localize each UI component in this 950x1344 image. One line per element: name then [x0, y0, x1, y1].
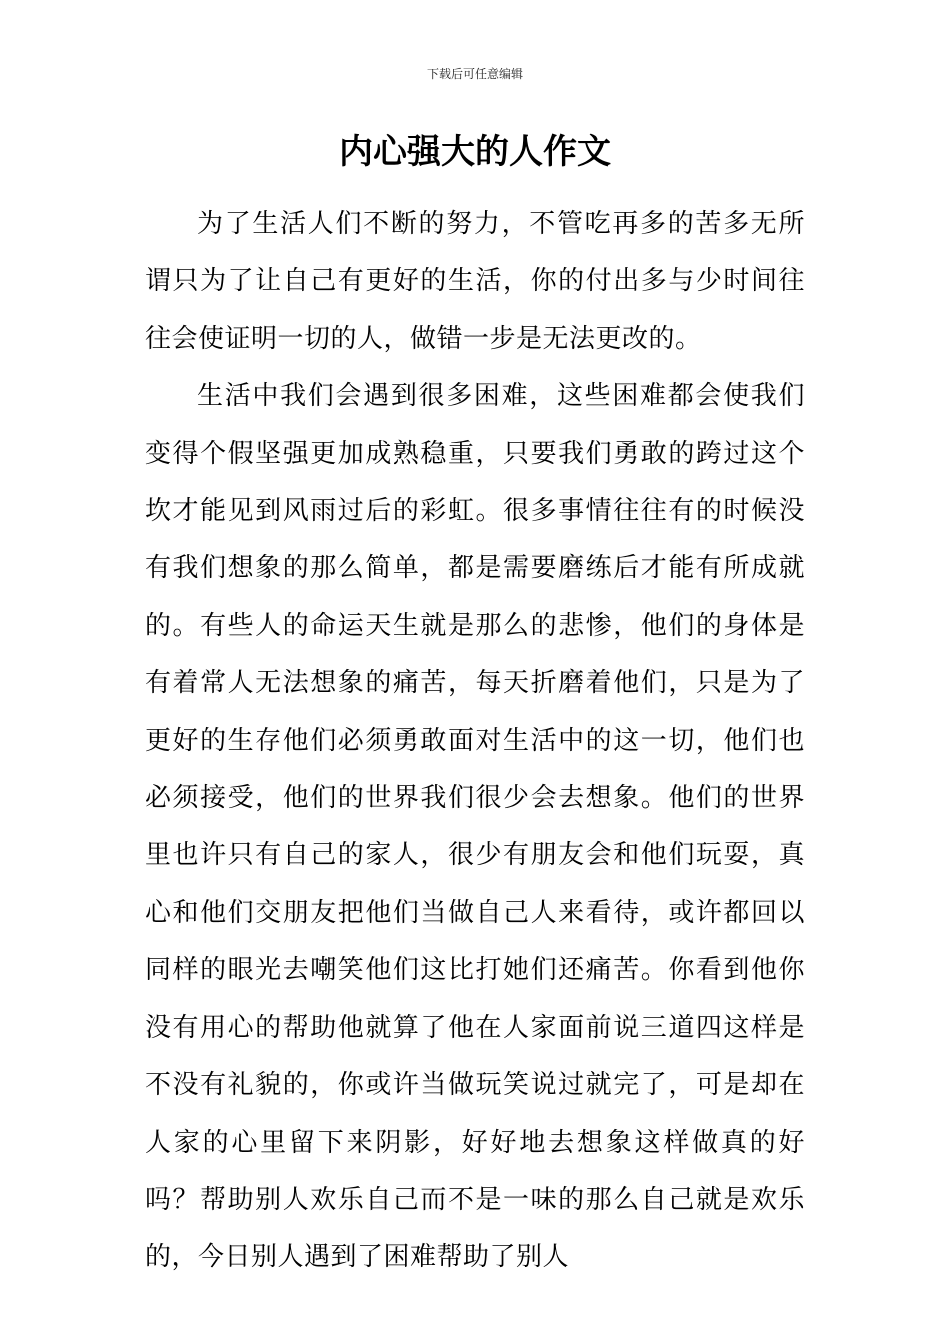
- header-note: 下载后可任意编辑: [426, 67, 523, 81]
- document-body: [145, 196, 805, 1287]
- paragraph: 生活中我们会遇到很多困难，这些困难都会使我们变得个假坚强更加成熟稳重，只要我们勇敢的跨过这个坎才能见到风雨过后的彩虹。很多事情往往有的时候没有我们想象的那么简单，都是需要磨练后才能有所成就的。有些人的命运天生就是那么的悲惨，他们的身体是有着常人无法想象的痛苦，每天折磨着他们，只是为了更好的生存他们必须勇敢面对生活中的这一切，他们也必须接受，他们的世界我们很少会去想象。他们的世界里也许只有自己的家人，很少有朋友会和他们玩耍，真心和他们交朋友把他们当做自己人来看待，或许都回以同样的眼光去嘲笑他们这比打她们还痛苦。你看到他你没有用心的帮助他就算了他在人家面前说三道四这样是不没有礼貌的，你或许当做玩笑说过就完了，可是却在人家的心里留下来阴影，好好地去想象这样做真的好吗？帮助别人欢乐自己而不是一味的那么自己就是欢乐的，今日别人遇到了困难帮助了别人: [145, 381, 805, 1273]
- document-title: 内心强大的人作文: [339, 132, 611, 172]
- paragraph: 为了生活人们不断的努力，不管吃再多的苦多无所谓只为了让自己有更好的生活，你的付出多与少时间往往会使证明一切的人，做错一步是无法更改的。: [145, 209, 805, 354]
